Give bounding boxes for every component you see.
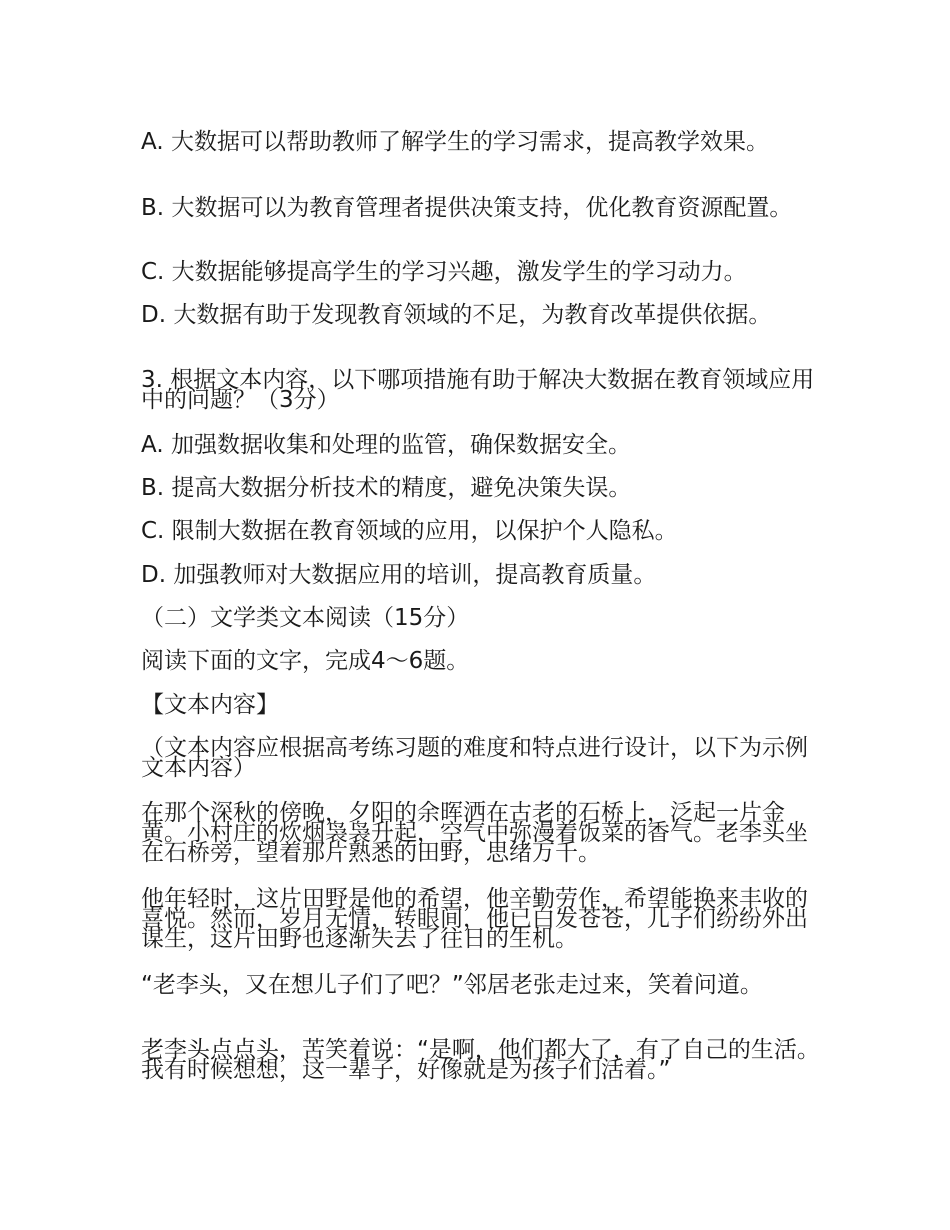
story-paragraph: 老李头点点头，苦笑着说：“是啊，他们都大了，有了自己的生活。我有时候想想，这一辈子，好像就是为孩子们活着。”	[141, 1037, 820, 1083]
q3-option-d: D. 加强教师对大数据应用的培训，提高教育质量。	[141, 562, 657, 588]
q2-option-b: B. 大数据可以为教育管理者提供决策支持，优化教育资源配置。	[141, 195, 793, 221]
design-note: （文本内容应根据高考练习题的难度和特点进行设计，以下为示例文本内容）	[141, 735, 808, 781]
story-paragraph: 在那个深秋的傍晚，夕阳的余晖洒在古老的石桥上，泛起一片金黄。小村庄的炊烟袅袅升起，空气中弥漫着饭菜的香气。老李头坐在石桥旁，望着那片熟悉的田野，思绪万千。	[141, 800, 808, 866]
q3-option-c: C. 限制大数据在教育领域的应用，以保护个人隐私。	[141, 518, 678, 544]
section-heading: （二）文学类文本阅读（15分）	[141, 605, 470, 631]
q3-option-b: B. 提高大数据分析技术的精度，避免决策失误。	[141, 475, 632, 501]
q3-option-a: A. 加强数据收集和处理的监管，确保数据安全。	[141, 432, 631, 458]
text-label: 【文本内容】	[141, 692, 279, 718]
story-paragraph: “老李头，又在想儿子们了吧？”邻居老张走过来，笑着问道。	[141, 972, 763, 998]
story-paragraph: 他年轻时，这片田野是他的希望，他辛勤劳作，希望能换来丰收的喜悦。然而，岁月无情，转眼间，他已白发苍苍，儿子们纷纷外出谋生，这片田野也逐渐失去了往日的生机。	[141, 886, 808, 952]
question-3: 3. 根据文本内容，以下哪项措施有助于解决大数据在教育领域应用中的问题？（3分）	[141, 367, 815, 413]
instruction: 阅读下面的文字，完成4～6题。	[141, 648, 470, 674]
q2-option-a: A. 大数据可以帮助教师了解学生的学习需求，提高教学效果。	[141, 129, 769, 155]
q2-option-d: D. 大数据有助于发现教育领域的不足，为教育改革提供依据。	[141, 302, 772, 328]
q2-option-c: C. 大数据能够提高学生的学习兴趣，激发学生的学习动力。	[141, 259, 747, 285]
